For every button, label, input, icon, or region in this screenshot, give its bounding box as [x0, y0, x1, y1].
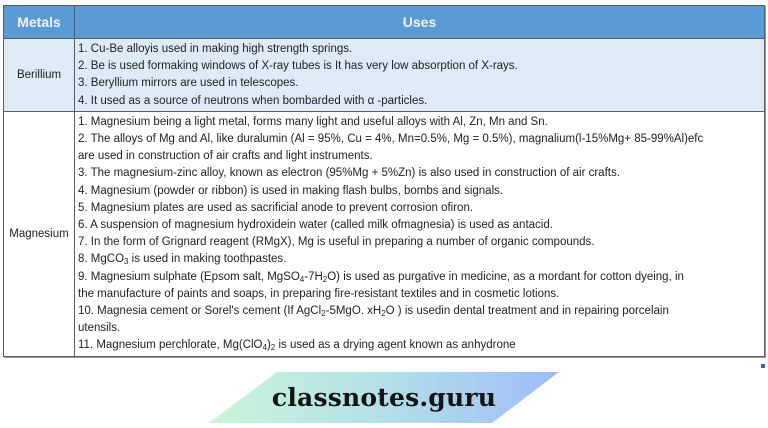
text: 10. Magnesia cement or Sorel's cement (If AgCl — [78, 305, 322, 318]
table-row-magnesium — [4, 111, 765, 356]
use-item: 3. The magnesium-zinc alloy, known as electron (95%Mg + 5%Zn) is also used in construction of air crafts. — [78, 167, 620, 180]
use-item-continuation: are used in construction of air crafts and light instruments. — [78, 150, 373, 163]
subscript: 2 — [322, 274, 328, 284]
use-item: 2. Be is used formaking windows of X-ray tubes is It has very low absorption of X-rays. — [78, 60, 518, 73]
use-item: 5. Magnesium plates are used as sacrificial anode to prevent corrosion ofiron. — [78, 201, 474, 214]
use-item: 7. In the form of Grignard reagent (RMgX), Mg is useful in preparing a number of organic compounds. — [78, 236, 595, 249]
metals-uses-table — [3, 5, 765, 357]
text: 9. Magnesium sulphate (Epsom salt, MgSO — [78, 270, 300, 283]
use-item: 3. Beryllium mirrors are used in telescopes. — [78, 77, 299, 90]
use-item — [78, 303, 761, 320]
subscript: 3 — [124, 257, 129, 267]
text: is used in making toothpastes. — [128, 253, 287, 266]
metal-name: Berillium — [4, 39, 75, 112]
table-header-row — [4, 6, 765, 39]
text: O) is used as purgative in medicine, as a mordant for cotton dyeing, in — [327, 270, 684, 283]
use-item: 4. It used as a source of neutrons when bombarded with α -particles. — [78, 94, 428, 107]
header-metals: Metals — [4, 6, 75, 39]
uses-cell — [75, 39, 765, 112]
use-item-continuation: the manufacture of paints and soaps, in preparing fire-resistant textiles and in cosmetic lotions. — [78, 287, 560, 300]
use-item: 1. Cu-Be alloyis used in making high strength springs. — [78, 43, 353, 55]
resize-handle-icon — [761, 364, 765, 368]
subscript: 4 — [262, 343, 267, 353]
use-item — [78, 337, 761, 354]
use-item — [78, 269, 761, 286]
text: ) — [266, 339, 271, 352]
text: 11. Magnesium perchlorate, Mg(ClO — [78, 339, 263, 352]
use-item-continuation: utensils. — [78, 322, 121, 335]
use-item: 6. A suspension of magnesium hydroxidein water (called milk ofmagnesia) is used as antacid. — [78, 219, 553, 232]
text: O ) is usedin dental treatment and in repairing porcelain — [385, 305, 669, 318]
text: -7H — [304, 270, 323, 283]
site-watermark: classnotes.guru — [271, 383, 497, 412]
table-row-beryllium — [4, 39, 765, 112]
subscript: 4 — [299, 274, 305, 284]
subscript: 2 — [270, 343, 276, 353]
text: -5MgO. xH — [325, 305, 382, 318]
use-item: 4. Magnesium (powder or ribbon) is used in making flash bulbs, bombs and signals. — [78, 184, 504, 197]
metal-name: Magnesium — [4, 111, 75, 356]
use-item: 1. Magnesium being a light metal, forms many light and useful alloys with Al, Zn, Mn and Sn. — [78, 115, 548, 128]
subscript: 2 — [381, 309, 386, 319]
header-uses: Uses — [75, 6, 765, 39]
text: is used as a drying agent known as anhydrone — [275, 339, 516, 352]
use-item — [78, 251, 761, 268]
text: 8. MgCO — [78, 253, 125, 266]
watermark-banner — [209, 372, 559, 423]
uses-cell — [75, 111, 765, 356]
use-item: 2. The alloys of Mg and Al, like duralumin (Al = 95%, Cu = 4%, Mn=0.5%, Mg = 0.5%), magnalium(l-15%Mg+ 85-99%Al)efc — [78, 133, 704, 146]
subscript: 2 — [321, 309, 326, 319]
